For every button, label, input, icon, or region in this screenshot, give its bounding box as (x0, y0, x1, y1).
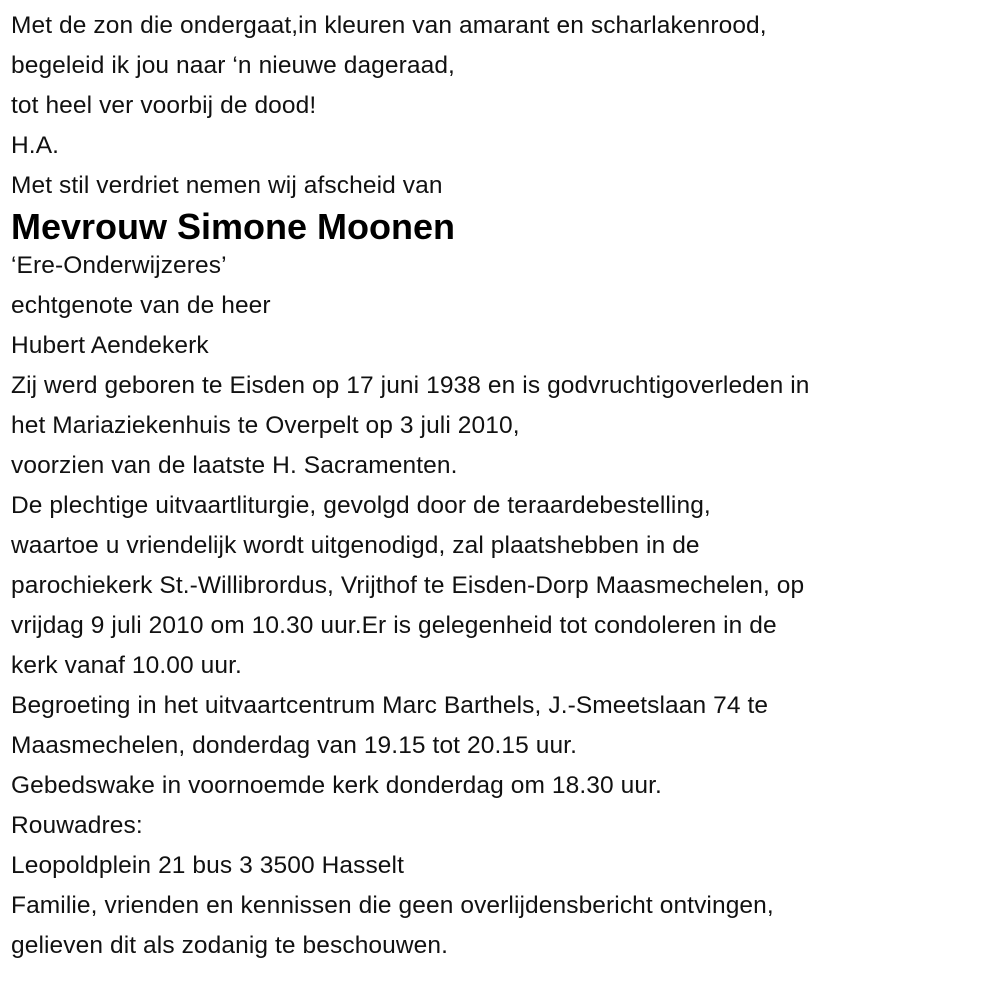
poem-line: Met de zon die ondergaat,in kleuren van amarant en scharlakenrood, (11, 12, 767, 39)
body-line: parochiekerk St.-Willibrordus, Vrijthof te Eisden-Dorp Maasmechelen, op (11, 572, 805, 599)
body-line: gelieven dit als zodanig te beschouwen. (11, 932, 449, 959)
body-line: Gebedswake in voornoemde kerk donderdag om 18.30 uur. (11, 772, 662, 799)
body-line: Zij werd geboren te Eisden op 17 juni 1938 en is godvruchtigoverleden in (11, 372, 810, 399)
body-line: waartoe u vriendelijk wordt uitgenodigd, zal plaatshebben in de (11, 532, 700, 559)
intro-text: Met stil verdriet nemen wij afscheid van (11, 172, 443, 199)
body-line: het Mariaziekenhuis te Overpelt op 3 juli 2010, (11, 412, 520, 439)
body-line: Maasmechelen, donderdag van 19.15 tot 20.15 uur. (11, 732, 577, 759)
body-line: vrijdag 9 juli 2010 om 10.30 uur.Er is gelegenheid tot condoleren in de (11, 612, 777, 639)
body-line: Rouwadres: (11, 812, 143, 839)
spouse-name: Hubert Aendekerk (11, 332, 209, 359)
body-line: kerk vanaf 10.00 uur. (11, 652, 242, 679)
body-line: Leopoldplein 21 bus 3 3500 Hasselt (11, 852, 404, 879)
spouse-prefix: echtgenote van de heer (11, 292, 271, 319)
deceased-title: ‘Ere-Onderwijzeres’ (11, 252, 227, 279)
body-line: Begroeting in het uitvaartcentrum Marc Barthels, J.-Smeetslaan 74 te (11, 692, 769, 719)
poem-line: begeleid ik jou naar ‘n nieuwe dageraad, (11, 52, 455, 79)
body-line: voorzien van de laatste H. Sacramenten. (11, 452, 458, 479)
deceased-name: Mevrouw Simone Moonen (11, 206, 456, 247)
poem-line: tot heel ver voorbij de dood! (11, 92, 317, 119)
body-line: De plechtige uitvaartliturgie, gevolgd door de teraardebestelling, (11, 492, 711, 519)
poem-author: H.A. (11, 132, 60, 159)
body-line: Familie, vrienden en kennissen die geen overlijdensbericht ontvingen, (11, 892, 774, 919)
